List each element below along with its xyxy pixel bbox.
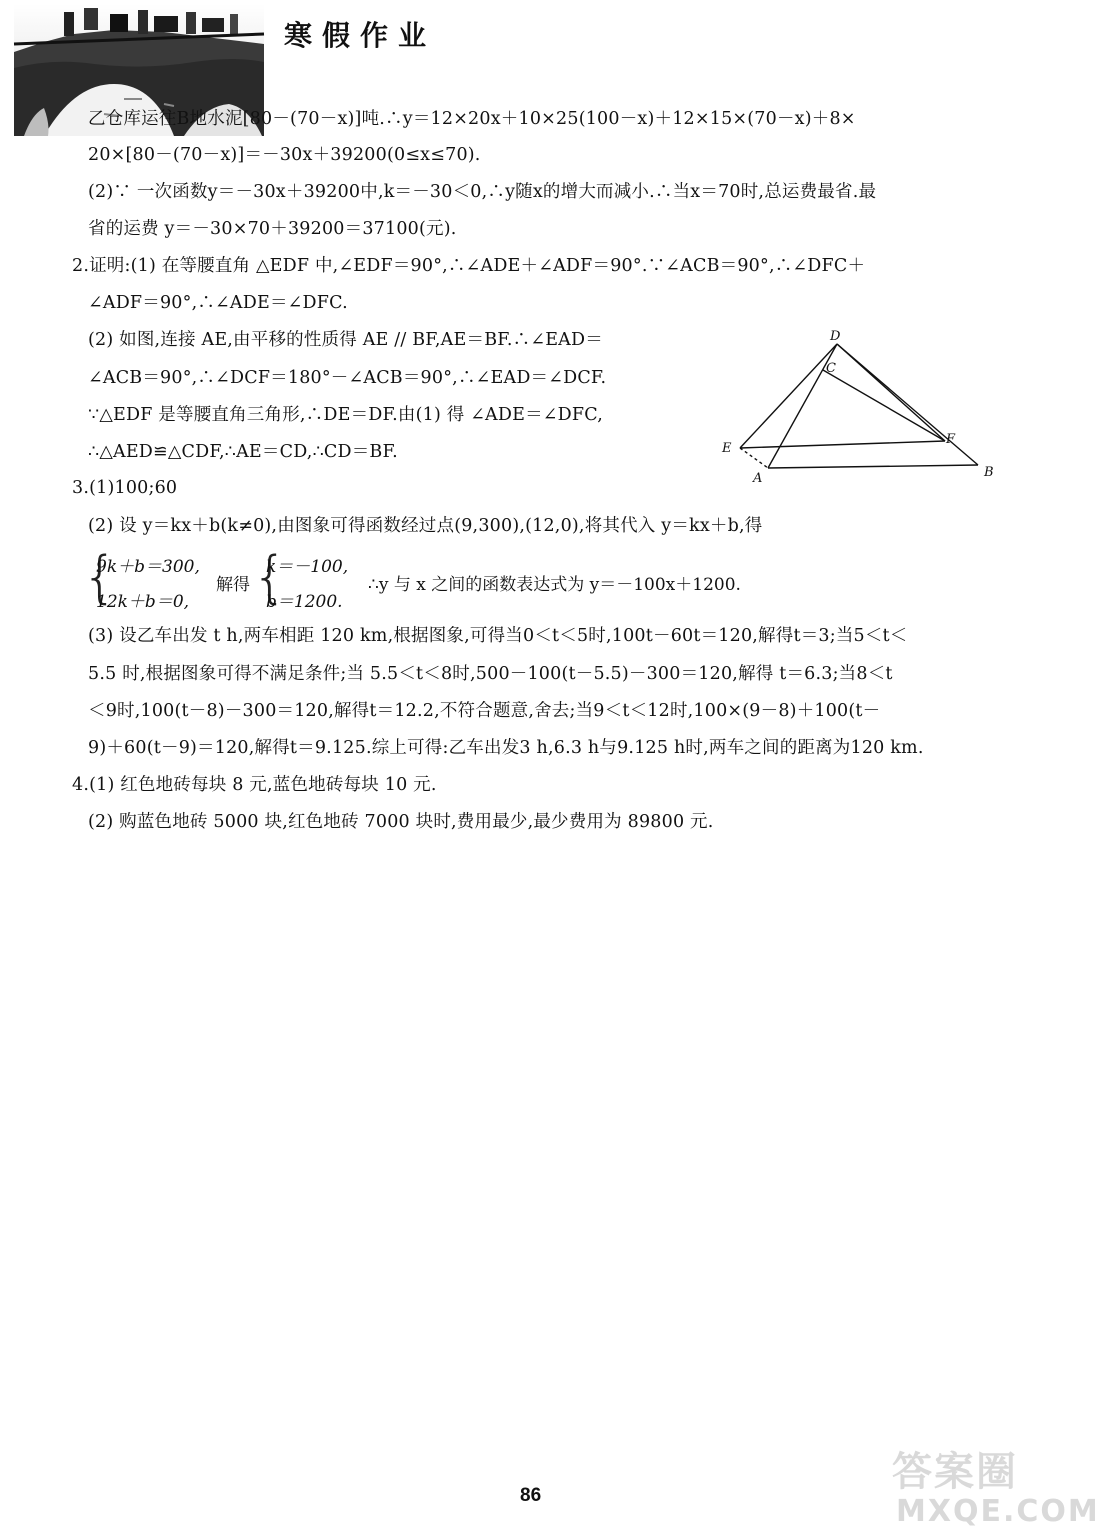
point-label-E: E [722, 441, 732, 456]
page-number: 86 [520, 1485, 542, 1506]
solve-label: 解得 [216, 575, 250, 595]
left-equation-2: 12k＋b＝0, [96, 592, 190, 612]
header-title: 寒假作业 [284, 19, 437, 52]
equation-system [82, 545, 822, 612]
text-line: 2.证明:(1) 在等腰直角 △EDF 中,∠EDF＝90°,∴∠ADE＋∠ADF＝90°.∵∠ACB＝90°,∴∠DFC＋ [72, 256, 866, 276]
text-line: 3.(1)100;60 [72, 478, 178, 498]
segment-AB [768, 465, 978, 468]
text-line: 5.5 时,根据图象可得不满足条件;当 5.5＜t＜8时,500－100(t－5.5)－300＝120,解得 t＝6.3;当8＜t [88, 664, 893, 684]
watermark [888, 1440, 1100, 1535]
watermark-url: MXQE.COM [896, 1494, 1100, 1529]
segment-AE [740, 448, 768, 468]
point-label-A: A [753, 471, 763, 486]
point-label-D: D [830, 329, 841, 344]
geometry-figure [720, 328, 1000, 488]
text-line: ∠ACB＝90°,∴∠DCF＝180°－∠ACB＝90°,∴∠EAD＝∠DCF. [88, 368, 607, 388]
text-line: (2) 设 y＝kx＋b(k≠0),由图象可得函数经过点(9,300),(12,0),将其代入 y＝kx＋b,得 [88, 516, 763, 536]
function-conclusion: ∴y 与 x 之间的函数表达式为 y＝－100x＋1200. [368, 575, 741, 595]
text-line: 20×[80－(70－x)]＝－30x＋39200(0≤x≤70). [88, 145, 481, 165]
text-line: 乙仓库运往B地水泥[80－(70－x)]吨.∴y＝12×20x＋10×25(100－x)＋12×15×(70－x)＋8× [88, 109, 856, 129]
text-line: ∵△EDF 是等腰直角三角形,∴DE＝DF.由(1) 得 ∠ADE＝∠DFC, [88, 405, 603, 425]
point-label-B: B [984, 465, 994, 480]
right-brace: { [252, 545, 288, 610]
point-label-C: C [826, 361, 836, 376]
text-line: (2)∵ 一次函数y＝－30x＋39200中,k＝－30＜0,∴y随x的增大而减小.∴当x＝70时,总运费最省.最 [88, 182, 877, 202]
segment-DB [837, 344, 978, 465]
text-line: 省的运费 y＝－30×70＋39200＝37100(元). [88, 219, 457, 239]
right-equation-1: k＝－100, [266, 557, 349, 577]
text-line: ∴△AED≌△CDF,∴AE＝CD,∴CD＝BF. [88, 442, 398, 462]
left-equation-1: 9k＋b＝300, [96, 557, 200, 577]
right-equation-2: b＝1200. [266, 592, 343, 612]
left-brace: { [82, 545, 118, 610]
text-line: (3) 设乙车出发 t h,两车相距 120 km,根据图象,可得当0＜t＜5时,100t－60t＝120,解得t＝3;当5＜t＜ [88, 626, 908, 646]
text-line: 9)＋60(t－9)＝120,解得t＝9.125.综上可得:乙车出发3 h,6.3 h与9.125 h时,两车之间的距离为120 km. [88, 738, 924, 758]
text-line: (2) 购蓝色地砖 5000 块,红色地砖 7000 块时,费用最少,最少费用为 89800 元. [88, 812, 714, 832]
text-line: (2) 如图,连接 AE,由平移的性质得 AE // BF,AE＝BF.∴∠EAD＝ [88, 330, 603, 350]
text-line: ＜9时,100(t－8)－300＝120,解得t＝12.2,不符合题意,舍去;当9＜t＜12时,100×(9－8)＋100(t－ [88, 701, 881, 721]
text-line: ∠ADF＝90°,∴∠ADE＝∠DFC. [88, 293, 348, 313]
text-line: 4.(1) 红色地砖每块 8 元,蓝色地砖每块 10 元. [72, 775, 437, 795]
point-label-F: F [946, 432, 956, 447]
watermark-text: 答案圈 [892, 1449, 1018, 1495]
segment-CF [823, 370, 945, 441]
segment-EF [740, 441, 945, 448]
